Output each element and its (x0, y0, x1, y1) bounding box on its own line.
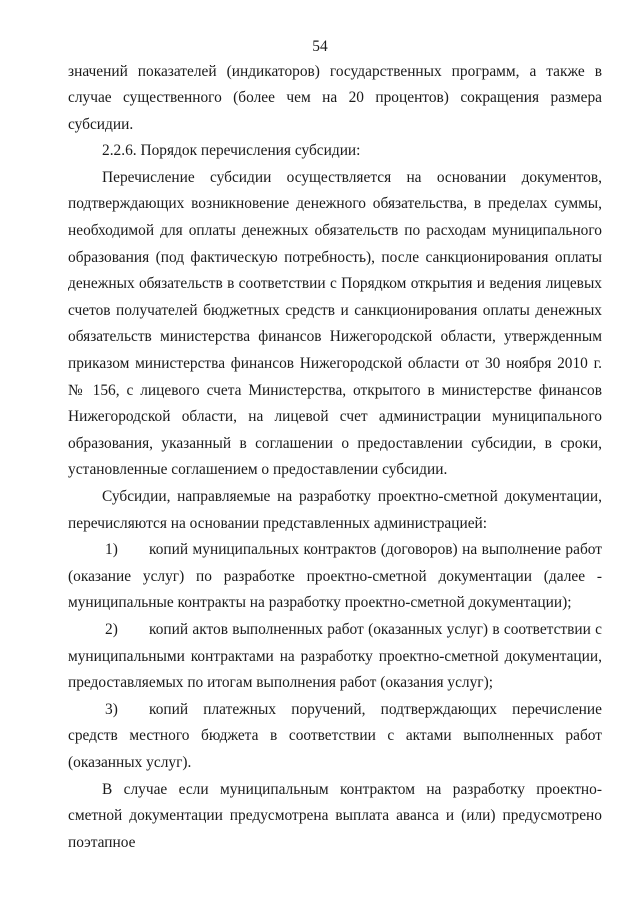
page-number: 54 (312, 38, 328, 55)
list-item-text: копий муниципальных контрактов (договоров) на выполнение работ (оказание услуг) по разработке проектно-сметной документации (далее - муниципальные контракты на разработку проектно-сметной документации); (68, 541, 602, 612)
paragraph: Перечисление субсидии осуществляется на основании документов, подтверждающих возникновение денежного обязательства, в пределах суммы, необходимой для оплаты денежных обязательств по расходам муниципального образования (под фактическую потребность), после санкционирования оплаты денежных обязательств в соответствии с Порядком открытия и ведения лицевых счетов получателей бюджетных средств и санкционирования оплаты денежных обязательств министерства финансов Нижегородской области, утвержденным приказом министерства финансов Нижегородской области от 30 ноября 2010 г. № 156, с лицевого счета Министерства, открытого в министерстве финансов Нижегородской области, на лицевой счет администрации муниципального образования, указанный в соглашении о предоставлении субсидии, в сроки, установленные соглашением о предоставлении субсидии. (68, 168, 602, 479)
document-body (68, 59, 602, 857)
list-item-text: копий актов выполненных работ (оказанных услуг) в соответствии с муниципальными контрактами на разработку проектно-сметной документации, предоставляемых по итогам выполнения работ (оказания услуг); (68, 620, 602, 692)
list-item (68, 617, 602, 697)
paragraph: Субсидии, направляемые на разработку проектно-сметной документации, перечисляются на основании представленных администрацией: (68, 488, 602, 532)
paragraph: В случае если муниципальным контрактом на разработку проектно-сметной документации предусмотрена выплата аванса и (или) предусмотрено поэтапное (68, 780, 602, 851)
list-item-number: 1) (105, 541, 118, 559)
list-item-number: 3) (105, 700, 118, 718)
section-heading: 2.2.6. Порядок перечисления субсидии: (102, 142, 361, 160)
list-item (68, 697, 602, 777)
paragraph: значений показателей (индикаторов) государственных программ, а также в случае существенного (более чем на 20 процентов) сокращения размера субсидии. (68, 62, 602, 133)
list-item-text: копий платежных поручений, подтверждающих перечисление средств местного бюджета в соответствии с актами выполненных работ (оказанных услуг). (68, 700, 602, 771)
list-item-number: 2) (105, 620, 118, 638)
list-item (68, 537, 602, 617)
